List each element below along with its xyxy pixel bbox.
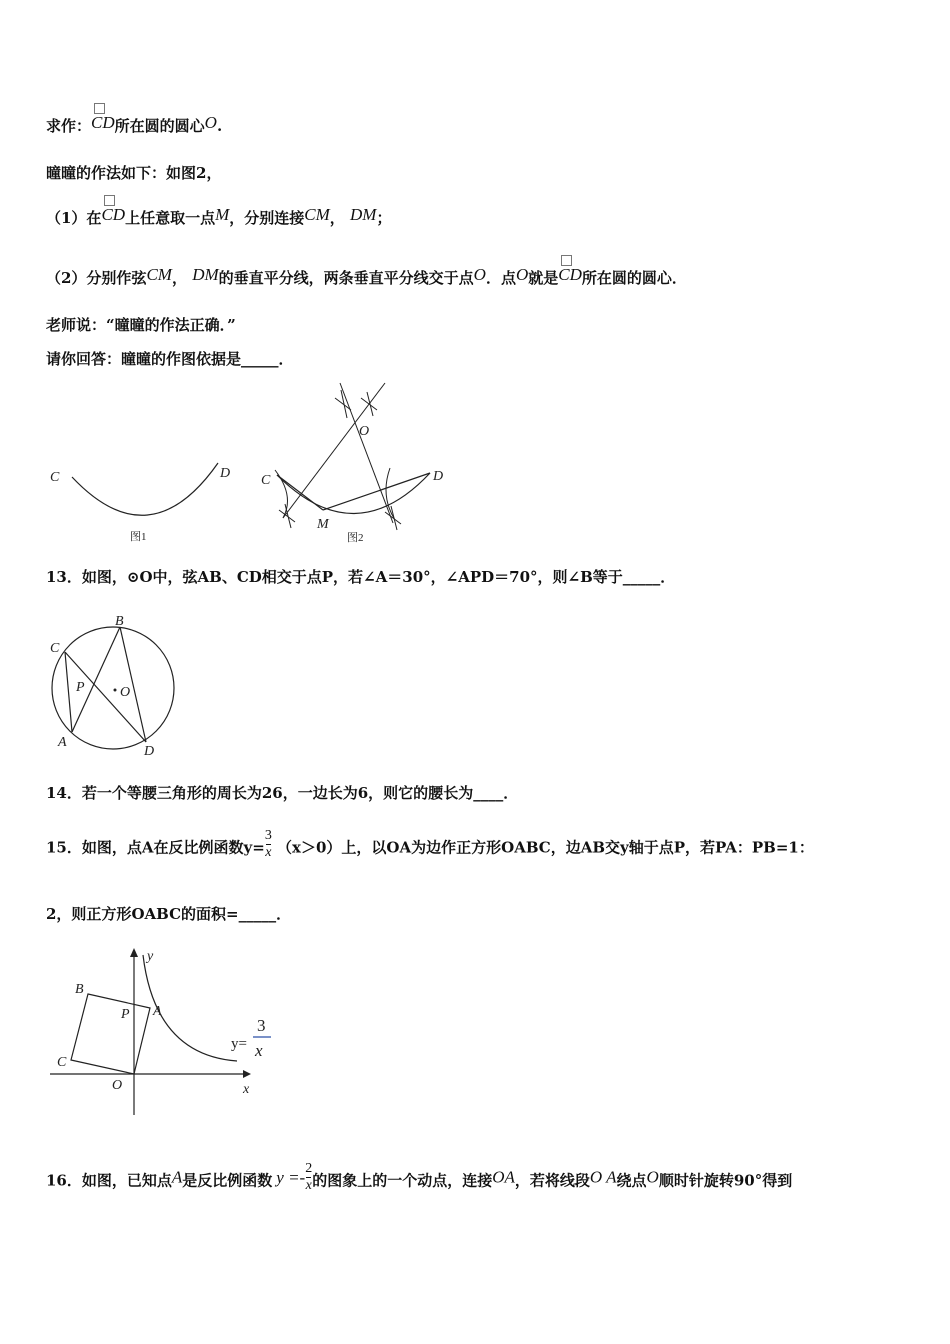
label-d: D <box>433 469 444 484</box>
question-15: 15．如图，点A在反比例函数y= $\frac{3}{x}$ （x＞0）上，以OA为边作正方形OABC，边AB交y轴于点P，若PA：PB=1： <box>46 828 814 860</box>
chord-cm <box>277 475 323 510</box>
arc-cd: CD <box>91 113 115 133</box>
arc-cd: CD <box>558 265 582 285</box>
step-2: （2）分别作弦CM， DM的垂直平分线，两条垂直平分线交于点O．点O就是 CD所在圆的圆心． <box>46 265 687 288</box>
label-y: y <box>147 949 154 964</box>
label-c: C <box>50 641 60 656</box>
figure-13 <box>40 610 190 760</box>
question-16: 16．如图，已知点A是反比例函数 y =- $\frac{2}{x}$ 的图象上的一个动点，连接OA，若将线段O A绕点O顺时针旋转90°得到 <box>46 1161 793 1193</box>
label-d: D <box>144 744 155 759</box>
x-axis-arrow <box>243 1070 251 1078</box>
chord-cd <box>65 652 146 742</box>
question-14: 14．若一个等腰三角形的周长为26，一边长为6，则它的腰长为____． <box>46 784 519 802</box>
label-o: O <box>112 1078 123 1093</box>
arc-symbol-placeholder <box>94 103 105 114</box>
label-o: O <box>359 424 370 439</box>
question-15-continued: 2，则正方形OABC的面积=_____． <box>46 905 292 923</box>
function-denominator: x <box>255 1041 263 1060</box>
label-c: C <box>57 1055 67 1070</box>
step-1: （1）在 CD上任意取一点M，分别连接CM， DM； <box>46 205 391 228</box>
label-c: C <box>50 470 60 485</box>
arc-cd-curve <box>277 473 430 514</box>
label-c: C <box>261 473 271 488</box>
segment-cm: CM <box>304 205 330 224</box>
figure-1 <box>40 455 240 550</box>
circle-o <box>52 627 174 749</box>
figure-15 <box>45 945 285 1120</box>
figure-2-caption: 图2 <box>347 532 364 544</box>
center-dot <box>114 689 117 692</box>
question-12-prompt: 请你回答：曈曈的作图依据是_____． <box>46 350 294 368</box>
fraction-3-over-x: $\frac{3}{x}$ <box>264 828 272 860</box>
task-label: 求作： <box>46 117 92 135</box>
segment-ca <box>65 652 72 732</box>
label-o: O <box>120 685 131 700</box>
arc-cd: CD <box>101 205 125 225</box>
label-m: M <box>317 517 329 532</box>
question-13: 13．如图，⊙O中，弦AB、CD相交于点P，若∠A＝30°，∠APD＝70°，则∠B等于_____． <box>46 568 676 586</box>
label-p: P <box>76 680 85 695</box>
label-a: A <box>58 735 67 750</box>
label-b: B <box>75 982 84 997</box>
label-x: x <box>243 1082 250 1097</box>
construction-arc <box>275 470 288 518</box>
figure-1-caption: 图1 <box>130 531 147 543</box>
figure-2 <box>255 378 455 548</box>
point-o: O <box>204 113 217 132</box>
function-label-y: y= <box>231 1036 247 1052</box>
label-a: A <box>153 1004 162 1019</box>
segment-dm: DM <box>350 205 377 224</box>
construction-task: 求作： CD所在圆的圆心O. <box>46 113 222 136</box>
construction-arc <box>386 468 395 520</box>
compass-mark <box>335 390 351 418</box>
fraction-2-over-x: $\frac{2}{x}$ <box>305 1161 313 1193</box>
point-m: M <box>215 205 230 224</box>
method-intro: 曈曈的作法如下：如图2， <box>46 164 222 182</box>
label-d: D <box>220 466 231 481</box>
label-p: P <box>121 1007 130 1022</box>
teacher-comment: 老师说：“曈曈的作法正确．” <box>46 316 236 334</box>
function-numerator: 3 <box>257 1016 266 1035</box>
y-axis-arrow <box>130 948 138 957</box>
square-oabc <box>71 994 150 1074</box>
label-b: B <box>115 614 124 629</box>
arc-cd-curve <box>72 463 218 515</box>
